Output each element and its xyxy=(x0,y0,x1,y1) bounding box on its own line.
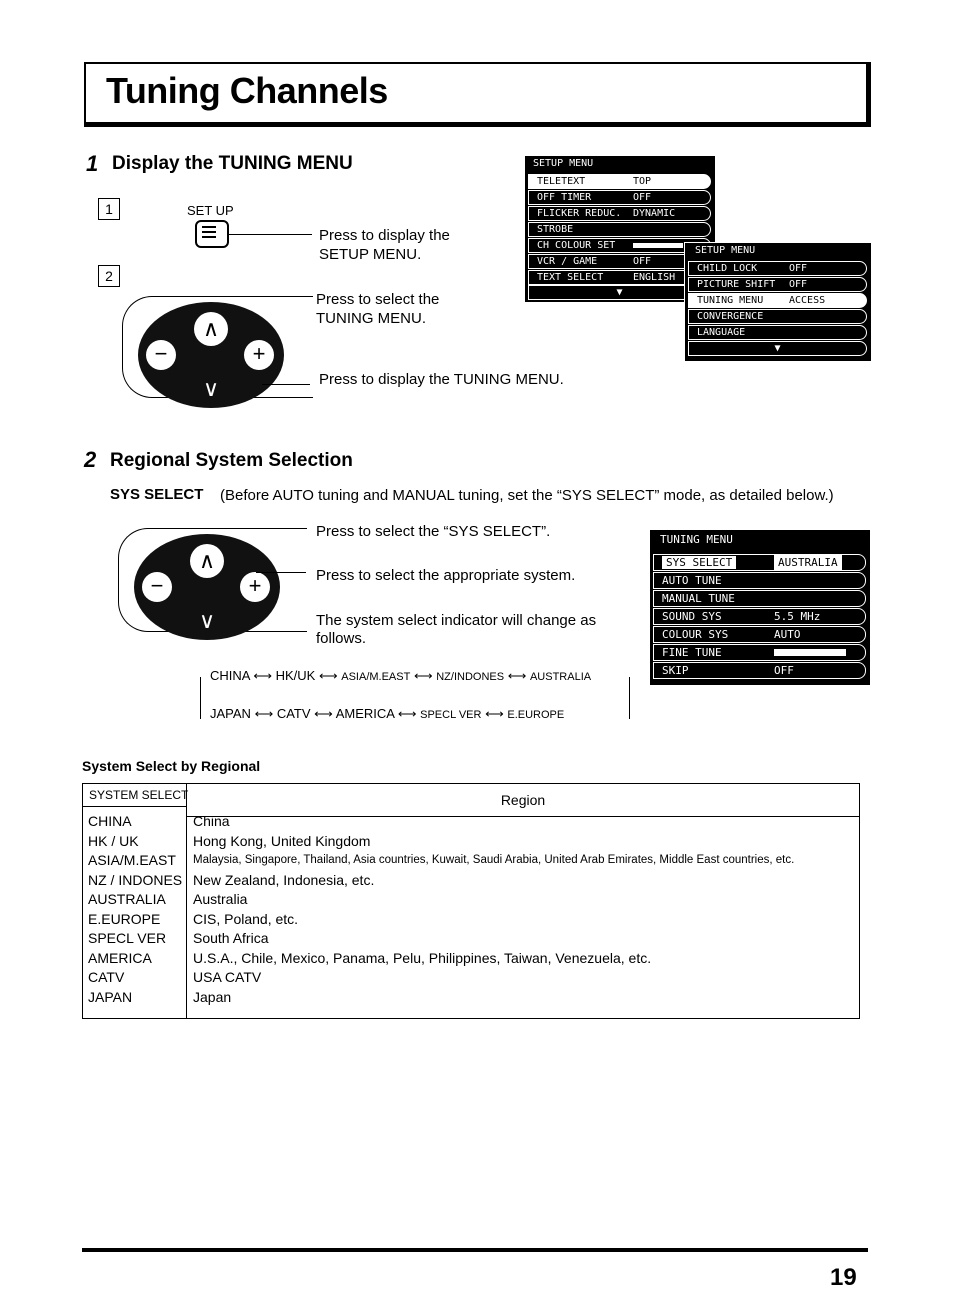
table-row-region: China xyxy=(193,813,230,829)
table-row-system: E.EUROPE xyxy=(88,910,161,927)
scroll-down-icon-2: ▼ xyxy=(688,341,867,356)
step2-badge: 2 xyxy=(98,265,120,287)
col2-header: Region xyxy=(500,792,546,808)
table-row-system: CHINA xyxy=(88,813,132,829)
sys-select-desc: (Before AUTO tuning and MANUAL tuning, set the “SYS SELECT” mode, as detailed below.) xyxy=(220,487,834,504)
osd-row-tuning-menu: TUNING MENU ACCESS xyxy=(688,293,867,308)
page-title: Tuning Channels xyxy=(106,70,388,111)
cycle-bottom-row: JAPAN ⟷ CATV ⟷ AMERICA ⟷ SPECL VER ⟷ E.EUROPE xyxy=(206,706,568,722)
up-arrow-icon: ∧ xyxy=(194,312,228,346)
region-column xyxy=(193,812,855,1007)
osd-row-fine-tune: FINE TUNE xyxy=(653,644,866,661)
scroll-down-icon: ▼ xyxy=(528,285,711,300)
osd-row-text-select: TEXT SELECT ENGLISH xyxy=(528,270,711,285)
setup-button-icon xyxy=(195,220,229,248)
minus-icon: − xyxy=(146,340,176,370)
osd-row-ch-colour: CH COLOUR SET xyxy=(528,238,711,253)
system-leader-line xyxy=(256,572,306,573)
down-arrow-icon: ∨ xyxy=(202,376,220,401)
step1-badge: 1 xyxy=(98,198,120,220)
fine-tune-bar xyxy=(774,649,846,656)
system-region-table xyxy=(82,783,860,1019)
indicator-text: The system select indicator will change as follows. xyxy=(316,612,597,647)
table-row-region: Australia xyxy=(193,891,248,907)
table-row-region: New Zealand, Indonesia, etc. xyxy=(193,871,375,888)
table-row-region: USA CATV xyxy=(193,969,262,985)
table-row-system: ASIA/M.EAST xyxy=(88,852,176,868)
osd-row-picture-shift: PICTURE SHIFT OFF xyxy=(688,277,867,292)
osd-row-colour-sys: COLOUR SYS AUTO xyxy=(653,626,866,643)
section2-number: 2 xyxy=(84,447,97,472)
table-row-system: HK / UK xyxy=(88,832,139,849)
remote-cursor-pad-1 xyxy=(138,302,284,408)
cycle-top-row: CHINA ⟷ HK/UK ⟷ ASIA/M.EAST ⟷ NZ/INDONES ⟷ AUSTRALIA xyxy=(206,668,595,684)
tuning-menu-osd xyxy=(650,530,870,685)
table-caption: System Select by Regional xyxy=(82,758,261,774)
table-header-divider-left xyxy=(83,806,186,807)
table-row-region: South Africa xyxy=(193,930,269,946)
table-row-system: NZ / INDONES xyxy=(88,871,183,888)
plus-icon: + xyxy=(244,340,274,370)
page-title-box xyxy=(84,62,871,127)
osd-row-strobe: STROBE xyxy=(528,222,711,237)
osd-row-skip: SKIP OFF xyxy=(653,662,866,679)
osd-row-convergence: CONVERGENCE xyxy=(688,309,867,324)
table-row-region: Japan xyxy=(193,988,232,1005)
press-system-text: Press to select the appropriate system. xyxy=(316,567,576,584)
plus-icon: + xyxy=(240,572,270,602)
osd-row-manual-tune: MANUAL TUNE xyxy=(653,590,866,607)
osd-row-child-lock: CHILD LOCK OFF xyxy=(688,261,867,276)
table-row-system: CATV xyxy=(88,969,125,985)
up-arrow-icon: ∧ xyxy=(190,544,224,578)
sys-select-label: SYS SELECT xyxy=(110,486,204,503)
osd-row-auto-tune: AUTO TUNE xyxy=(653,572,866,589)
osd-row-sound-sys: SOUND SYS 5.5 MHz xyxy=(653,608,866,625)
setup-menu-header: SETUP MENU xyxy=(533,158,594,169)
footer-rule xyxy=(82,1248,868,1252)
table-row-region: U.S.A., Chile, Mexico, Panama, Pelu, Philippines, Taiwan, Venezuela, etc. xyxy=(193,949,652,966)
osd-row-teletext: TELETEXT TOP xyxy=(528,174,711,189)
osd-row-sys-select: SYS SELECT AUSTRALIA xyxy=(653,554,866,571)
page-number: 19 xyxy=(830,1264,857,1291)
table-row-region: CIS, Poland, etc. xyxy=(193,910,299,927)
remote-cursor-pad-2 xyxy=(134,534,280,640)
osd-row-off-timer: OFF TIMER OFF xyxy=(528,190,711,205)
press-sys-text: Press to select the “SYS SELECT”. xyxy=(316,523,551,540)
setup-menu-osd-2 xyxy=(684,242,872,362)
press-display-tuning-text: Press to display the TUNING MENU. xyxy=(319,371,564,388)
table-row-system: AUSTRALIA xyxy=(88,891,166,907)
col1-header: SYSTEM SELECT xyxy=(89,788,189,802)
osd-row-language: LANGUAGE xyxy=(688,325,867,340)
section1-title: Display the TUNING MENU xyxy=(112,153,353,174)
minus-icon: − xyxy=(142,572,172,602)
table-row-region: Malaysia, Singapore, Thailand, Asia countries, Kuwait, Saudi Arabia, United Arab Emirates, Middle East countries, etc. xyxy=(193,854,795,866)
press-select-tuning-text: Press to select the TUNING MENU. xyxy=(316,291,440,327)
section2-title: Regional System Selection xyxy=(110,450,353,471)
section1-number: 1 xyxy=(86,151,99,176)
colour-bar xyxy=(633,243,683,248)
setup-button-label: SET UP xyxy=(187,203,234,218)
setup-leader-line xyxy=(227,234,312,235)
down-arrow-icon: ∨ xyxy=(198,608,216,633)
system-column xyxy=(88,812,184,1007)
tuning-menu-header: TUNING MENU xyxy=(660,533,733,546)
table-row-system: SPECL VER xyxy=(88,930,167,946)
osd-row-flicker: FLICKER REDUC. DYNAMIC xyxy=(528,206,711,221)
osd-row-vcr: VCR / GAME OFF xyxy=(528,254,711,269)
display-leader-line xyxy=(262,384,310,385)
setup-menu-2-header: SETUP MENU xyxy=(695,245,756,256)
table-row-system: AMERICA xyxy=(88,949,152,966)
table-col-divider xyxy=(186,784,187,1018)
table-row-system: JAPAN xyxy=(88,988,133,1005)
table-row-region: Hong Kong, United Kingdom xyxy=(193,832,371,849)
press-setup-text: Press to display the SETUP MENU. xyxy=(319,227,450,263)
